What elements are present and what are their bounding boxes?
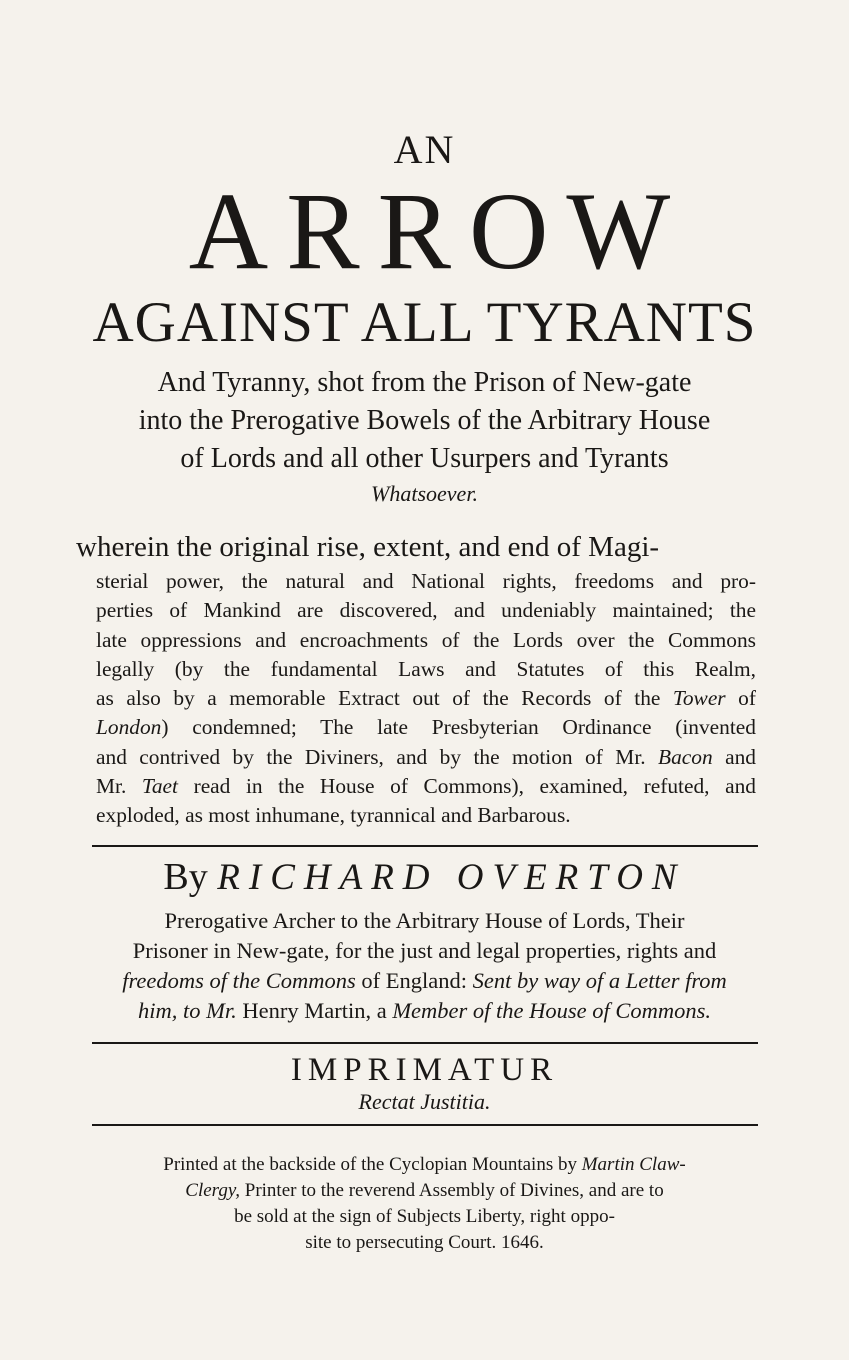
imprint — [0, 1152, 849, 1256]
italic-bacon: Bacon — [658, 744, 713, 769]
description-line: sterial power, the natural and National rights, freedoms and pro- — [96, 569, 756, 593]
divider — [92, 845, 758, 847]
author-line: Prerogative Archer to the Arbitrary House of Lords, Their — [164, 908, 685, 933]
by-word: By — [163, 856, 208, 898]
author-line — [0, 966, 849, 996]
text-run: ) condemned; The late Presbyterian Ordinance (invented — [161, 715, 756, 740]
italic-run: Martin Claw- — [581, 1154, 686, 1175]
text-run: and contrived by the Diviners, and by the motion of Mr. — [96, 744, 659, 769]
imprimatur-heading: IMPRIMATUR — [290, 1052, 559, 1088]
italic-run: Sent by way of a Letter from — [472, 968, 727, 993]
imprint-line: site to persecuting Court. 1646. — [305, 1232, 544, 1253]
title-an: AN — [393, 127, 456, 172]
description-line: late oppressions and encroachments of the Lords over the Commons — [96, 627, 756, 652]
text-run: of — [725, 686, 756, 711]
author-line: Prisoner in New-gate, for the just and legal properties, rights and — [132, 938, 717, 963]
title-arrow: ARROW — [188, 170, 689, 292]
author-line — [0, 996, 849, 1026]
italic-taet: Taet — [141, 774, 178, 799]
author-byline — [0, 854, 849, 901]
description-line — [96, 713, 756, 742]
text-run: read in the House of Commons), examined, refuted, and — [177, 774, 756, 799]
whatsoever: Whatsoever. — [371, 481, 478, 506]
description-line: perties of Mankind are discovered, and undeniably maintained; the — [96, 598, 756, 623]
imprint-line — [0, 1178, 849, 1204]
italic-run: Clergy, — [185, 1180, 240, 1201]
description-paragraph — [76, 527, 756, 831]
description-line — [96, 772, 756, 801]
title-against-all-tyrants: AGAINST ALL TYRANTS — [92, 291, 757, 354]
text-run: Printed at the backside of the Cyclopian Mountains by — [163, 1154, 582, 1175]
author-description — [0, 906, 849, 1026]
divider — [92, 1124, 758, 1126]
text-run: Printer to the reverend Assembly of Divines, and are to — [240, 1180, 664, 1201]
italic-london: London — [96, 715, 162, 740]
description-line: exploded, as most inhumane, tyrannical and Barbarous. — [96, 803, 571, 828]
text-run: Henry Martin, a — [236, 998, 393, 1023]
author-name: RICHARD OVERTON — [217, 857, 686, 898]
subtitle — [0, 364, 849, 478]
imprint-line — [0, 1152, 849, 1178]
text-run: as also by a memorable Extract out of the Records of the — [96, 686, 673, 711]
italic-tower: Tower — [672, 686, 726, 711]
description-line — [96, 743, 756, 772]
text-run: Mr. — [96, 774, 142, 799]
description-lead: wherein the original rise, extent, and end of Magi- — [76, 531, 660, 563]
text-run: of England: — [355, 968, 473, 993]
imprimatur-motto: Rectat Justitia. — [358, 1089, 491, 1114]
subtitle-line: into the Prerogative Bowels of the Arbitrary House — [138, 405, 711, 436]
subtitle-line: of Lords and all other Usurpers and Tyrants — [180, 443, 669, 474]
italic-run: freedoms of the Commons — [122, 968, 356, 993]
imprint-line: be sold at the sign of Subjects Liberty, right oppo- — [234, 1206, 615, 1227]
subtitle-line: And Tyranny, shot from the Prison of New-gate — [157, 367, 692, 398]
description-line: legally (by the fundamental Laws and Statutes of this Realm, — [96, 656, 756, 681]
divider — [92, 1042, 758, 1044]
italic-run: Member of the House of Commons. — [392, 998, 712, 1023]
text-run: and — [712, 744, 756, 769]
description-line — [96, 684, 756, 713]
italic-run: him, to Mr. — [137, 998, 237, 1023]
